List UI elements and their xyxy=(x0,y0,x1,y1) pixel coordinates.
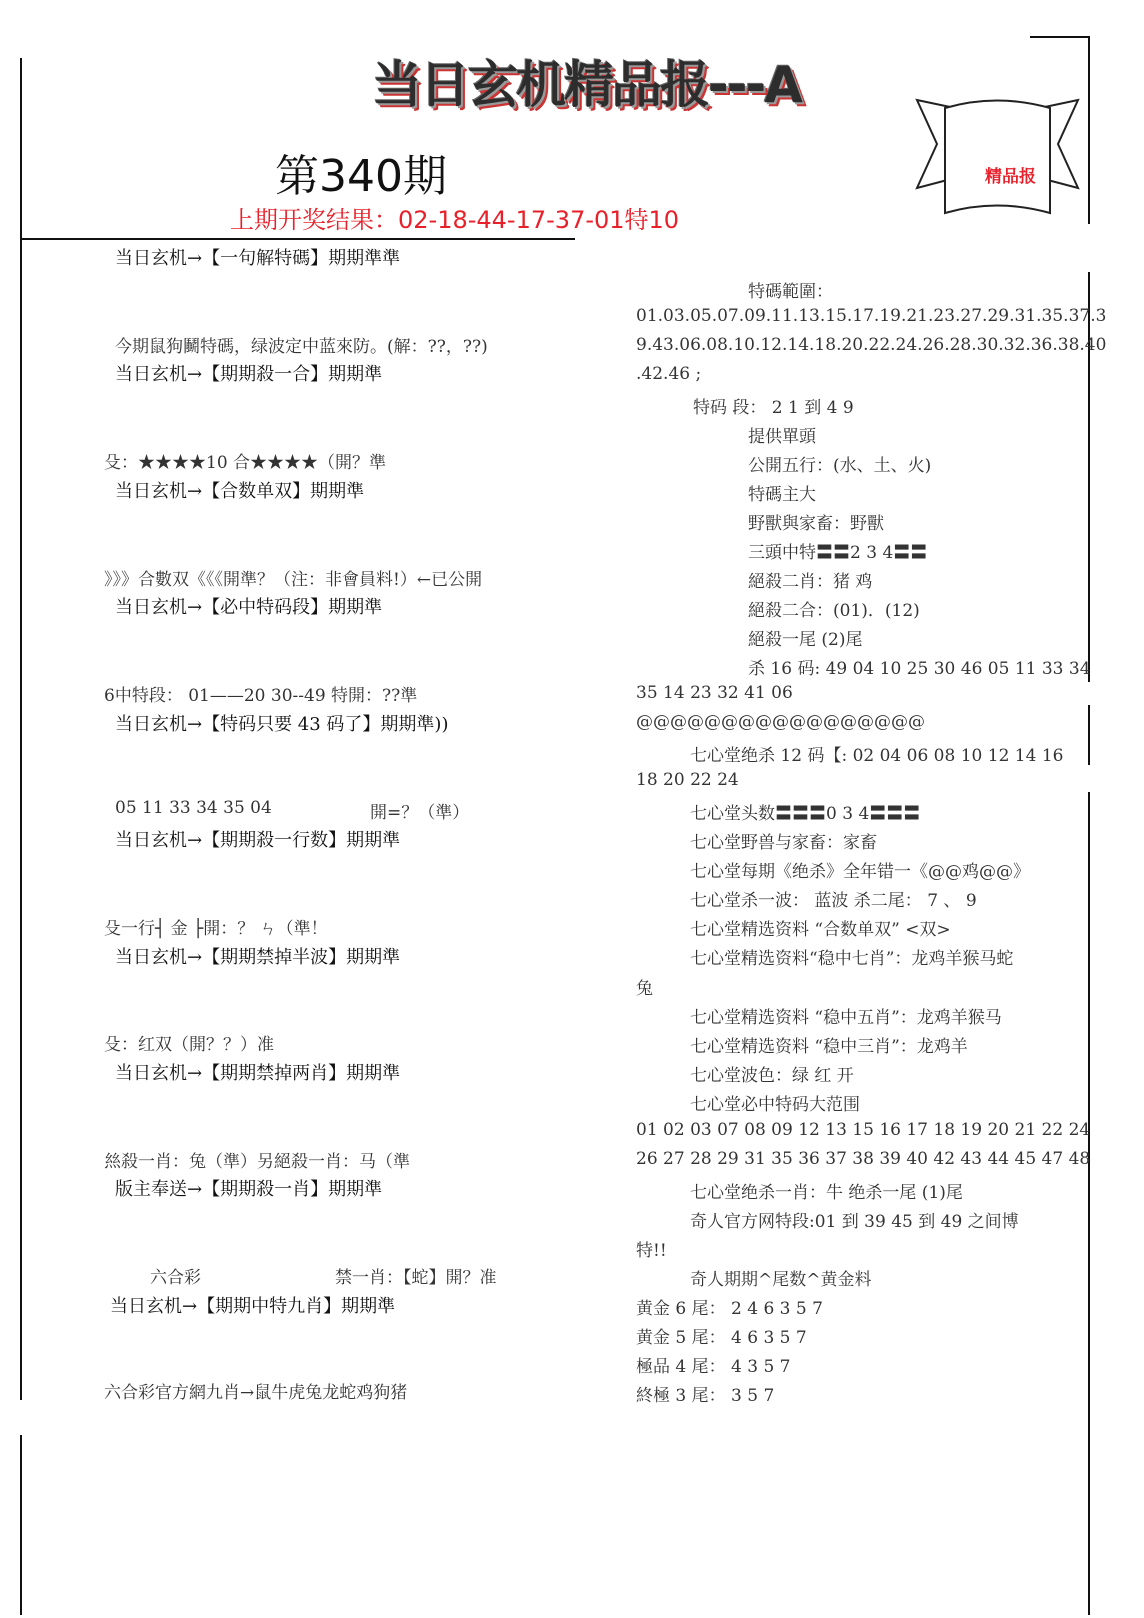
frame-right-mid2 xyxy=(1088,705,1090,765)
right-line-22: 七心堂杀一波： 蓝波 杀二尾： 7 、 9 xyxy=(690,891,977,911)
section-title-5: 当日玄机→【特码只要 43 码了】期期準)) xyxy=(115,714,449,735)
right-line-13: 絕殺一尾 (2)尾 xyxy=(748,630,863,650)
section-content-10: 六合彩官方網九肖→鼠牛虎兔龙蛇鸡狗猪 xyxy=(104,1383,408,1403)
right-line-17: 七心堂绝杀 12 码【: 02 04 06 08 10 12 14 16 xyxy=(690,746,1064,766)
right-line-37: 黄金 5 尾： 4 6 3 5 7 xyxy=(636,1328,807,1348)
frame-right-bottom xyxy=(1088,792,1090,1615)
right-line-11: 絕殺二肖：猪 鸡 xyxy=(748,572,873,592)
section-content-8: 𢇁殺一肖：兔（準）另絕殺一肖：马（準 xyxy=(104,1152,410,1172)
right-line-10: 三頭中特〓〓2 3 4〓〓 xyxy=(748,543,928,563)
section-content-3: 》》》合數双《《《開準？（注：非會員料!）←已公開 xyxy=(104,570,483,590)
section-title-1: 当日玄机→【一句解特碼】期期準準 xyxy=(115,248,401,269)
issue-number: 第340期 xyxy=(275,151,447,202)
header-divider xyxy=(20,238,575,240)
right-line-32: 七心堂绝杀一肖：牛 绝杀一尾 (1)尾 xyxy=(690,1183,963,1203)
right-line-38: 極品 4 尾： 4 3 5 7 xyxy=(636,1357,791,1377)
section-content-6: 殳一行┤ 金 ├開：？ ㄣ（準！ xyxy=(104,919,328,939)
section-content-9b: 禁一肖：【蛇】開？准 xyxy=(335,1268,497,1288)
section-content-1: 今期鼠狗鬭特碼，绿波定中蓝來防。(解：??，??) xyxy=(115,337,488,357)
section-title-9: 版主奉送→【期期殺一肖】期期準 xyxy=(115,1179,383,1200)
ribbon-badge-icon xyxy=(915,88,1080,228)
right-line-35: 奇人期期^尾数^黄金料 xyxy=(690,1270,872,1290)
section-content-7: 殳：红双（開？？）准 xyxy=(104,1035,274,1055)
right-line-3: 9.43.06.08.10.12.14.18.20.22.24.26.28.30.32.36.38.40 xyxy=(636,335,1107,355)
section-content-4: 6中特段： 01——20 30--49 特開：??準 xyxy=(104,686,418,706)
frame-left-top xyxy=(20,58,22,1400)
right-line-30: 01 02 03 07 08 09 12 13 15 16 17 18 19 20 21 22 24 xyxy=(636,1120,1091,1140)
right-line-34: 特!! xyxy=(636,1241,667,1261)
badge-label: 精品报 xyxy=(985,167,1036,187)
section-open-5: 開=？（準） xyxy=(370,803,470,823)
right-line-19: 七心堂头数〓〓〓0 3 4〓〓〓 xyxy=(690,804,921,824)
section-content-2: 殳：★★★★10 合★★★★（開？準 xyxy=(104,453,387,473)
right-line-18: 18 20 22 24 xyxy=(636,770,739,790)
right-line-16: @@@@@@@@@@@@@@@@@ xyxy=(636,712,925,732)
last-result: 上期开奖结果：02-18-44-17-37-01特10 xyxy=(230,206,680,234)
right-line-28: 七心堂波色：绿 红 开 xyxy=(690,1066,854,1086)
right-line-24: 七心堂精选资料“稳中七肖”：龙鸡羊猴马蛇 xyxy=(690,949,1014,969)
section-title-7: 当日玄机→【期期禁掉半波】期期準 xyxy=(115,947,401,968)
right-line-4: .42.46 ; xyxy=(636,364,702,384)
right-line-33: 奇人官方网特段:01 到 39 45 到 49 之间博 xyxy=(690,1212,1019,1232)
right-line-12: 絕殺二合：(01)．(12) xyxy=(748,601,920,621)
section-title-6: 当日玄机→【期期殺一行数】期期準 xyxy=(115,830,401,851)
right-line-23: 七心堂精选资料 “合数单双” <双> xyxy=(690,920,951,940)
right-line-8: 特碼主大 xyxy=(748,485,816,505)
right-line-2: 01.03.05.07.09.11.13.15.17.19.21.23.27.29.31.35.37.3 xyxy=(636,306,1107,326)
right-line-5: 特码 段： 2 1 到 4 9 xyxy=(693,398,854,418)
banner-title: 当日玄机精品报---A xyxy=(372,56,801,114)
section-title-3: 当日玄机→【合数单双】期期準 xyxy=(115,481,365,502)
right-line-36: 黄金 6 尾： 2 4 6 3 5 7 xyxy=(636,1299,823,1319)
right-line-26: 七心堂精选资料 “稳中五肖”：龙鸡羊猴马 xyxy=(690,1008,1002,1028)
section-title-8: 当日玄机→【期期禁掉两肖】期期準 xyxy=(115,1063,401,1084)
frame-top-right xyxy=(1030,36,1090,38)
right-line-7: 公開五行：(水、土、火) xyxy=(748,456,932,476)
right-line-25: 兔 xyxy=(636,979,653,999)
frame-right-mid xyxy=(1088,272,1090,682)
right-line-1: 特碼範圍： xyxy=(748,282,833,302)
right-line-39: 終極 3 尾： 3 5 7 xyxy=(636,1386,775,1406)
section-title-10: 当日玄机→【期期中特九肖】期期準 xyxy=(110,1296,396,1317)
right-line-9: 野獸與家畜：野獸 xyxy=(748,514,884,534)
frame-right-top xyxy=(1088,36,1090,224)
section-title-4: 当日玄机→【必中特码段】期期準 xyxy=(115,597,383,618)
frame-left-bottom xyxy=(20,1435,22,1615)
right-line-29: 七心堂必中特码大范围 xyxy=(690,1095,860,1115)
right-line-21: 七心堂每期《绝杀》全年错一《@@鸡@@》 xyxy=(690,862,1030,882)
right-line-27: 七心堂精选资料 “稳中三肖”：龙鸡羊 xyxy=(690,1037,968,1057)
right-line-31: 26 27 28 29 31 35 36 37 38 39 40 42 43 44 45 47 48 xyxy=(636,1149,1091,1169)
section-content-9a: 六合彩 xyxy=(150,1268,201,1288)
right-line-15: 35 14 23 32 41 06 xyxy=(636,683,793,703)
right-line-6: 提供單頭 xyxy=(748,427,816,447)
section-title-2: 当日玄机→【期期殺一合】期期準 xyxy=(115,364,383,385)
right-line-20: 七心堂野兽与家畜：家畜 xyxy=(690,833,877,853)
section-content-5: 05 11 33 34 35 04 xyxy=(115,798,272,818)
right-line-14: 杀 16 码: 49 04 10 25 30 46 05 11 33 34 xyxy=(748,659,1091,679)
